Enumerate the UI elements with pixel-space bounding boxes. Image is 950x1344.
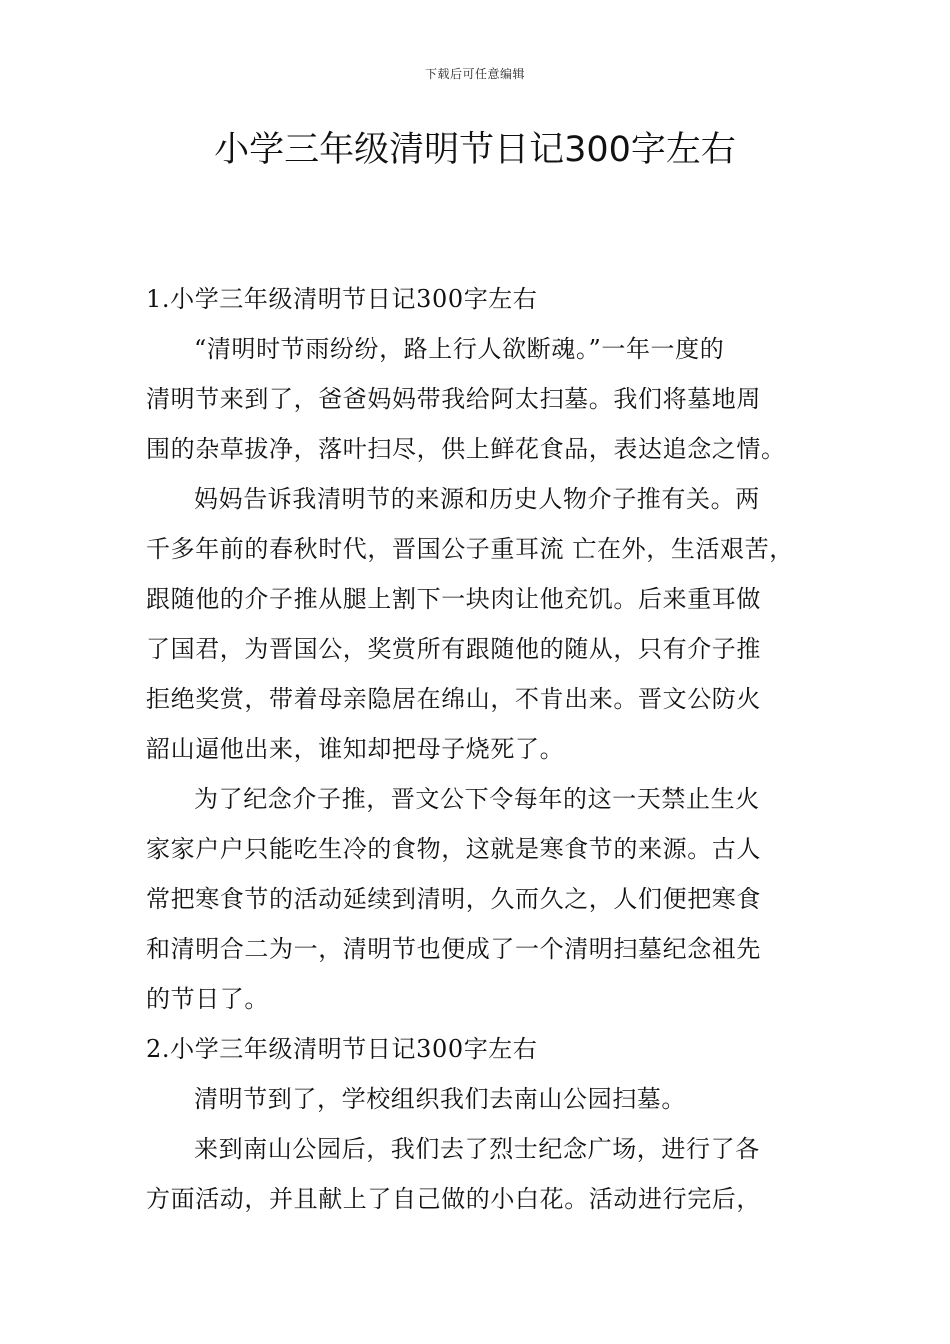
paragraph-line: 围的杂草拔净，落叶扫尽，供上鲜花食品，表达追念之情。	[146, 435, 786, 463]
paragraph-line: 拒绝奖赏，带着母亲隐居在绵山，不肯出来。晋文公防火	[146, 685, 761, 713]
paragraph-line: 为了纪念介子推，晋文公下令每年的这一天禁止生火	[194, 785, 760, 813]
paragraph-line: 清明节来到了，爸爸妈妈带我给阿太扫墓。我们将墓地周	[146, 385, 761, 413]
document-body	[146, 274, 812, 1224]
paragraph-line: 清明节到了，学校组织我们去南山公园扫墓。	[194, 1085, 686, 1113]
paragraph-line: 跟随他的介子推从腿上割下一块肉让他充饥。后来重耳做	[146, 585, 761, 613]
paragraph-line: 和清明合二为一，清明节也便成了一个清明扫墓纪念祖先	[146, 935, 761, 963]
section-heading-2: 2.小学三年级清明节日记300字左右	[146, 1035, 538, 1063]
paragraph-line: 家家户户只能吃生冷的食物，这就是寒食节的来源。古人	[146, 835, 761, 863]
paragraph-line: 韶山逼他出来，谁知却把母子烧死了。	[146, 735, 565, 763]
paragraph-line: “清明时节雨纷纷，路上行人欲断魂。”一年一度的	[194, 335, 725, 363]
section-heading-1: 1.小学三年级清明节日记300字左右	[146, 285, 538, 313]
paragraph-line: 常把寒食节的活动延续到清明，久而久之，人们便把寒食	[146, 885, 761, 913]
paragraph-line: 方面活动，并且献上了自己做的小白花。活动进行完后，	[146, 1185, 761, 1213]
document-title: 小学三年级清明节日记300字左右	[214, 130, 736, 170]
paragraph-line: 来到南山公园后，我们去了烈士纪念广场，进行了各	[194, 1135, 760, 1163]
header-note: 下载后可任意编辑	[424, 67, 525, 81]
paragraph-line: 了国君，为晋国公，奖赏所有跟随他的随从，只有介子推	[146, 635, 761, 663]
paragraph-line: 千多年前的春秋时代，晋国公子重耳流 亡在外，生活艰苦，	[146, 535, 794, 563]
paragraph-line: 妈妈告诉我清明节的来源和历史人物介子推有关。两	[194, 485, 760, 513]
paragraph-line: 的节日了。	[146, 985, 269, 1013]
